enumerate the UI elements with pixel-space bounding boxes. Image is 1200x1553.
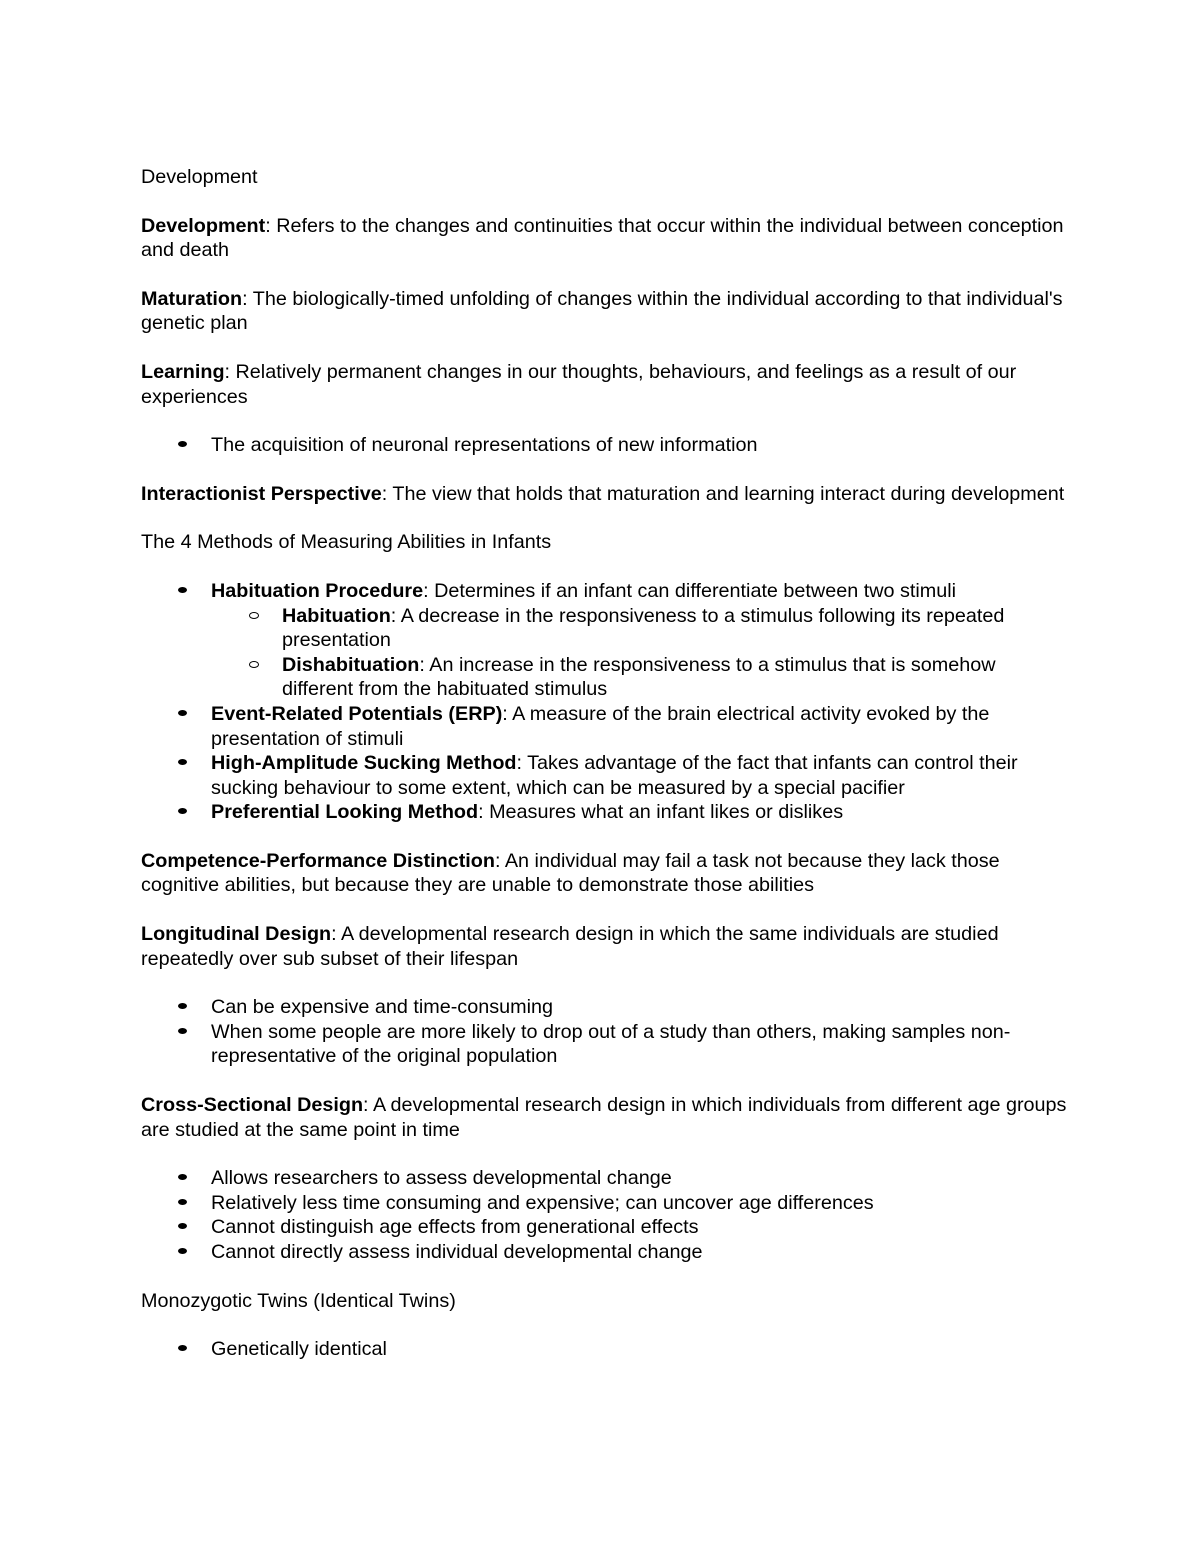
definition-maturation bbox=[141, 287, 1071, 336]
list-item: Cannot distinguish age effects from generational effects bbox=[141, 1215, 1071, 1240]
bullet-icon bbox=[178, 759, 187, 765]
list-item: Can be expensive and time-consuming bbox=[141, 995, 1071, 1020]
definition-interactionist bbox=[141, 482, 1071, 507]
document-title: Development bbox=[141, 166, 258, 188]
document-page bbox=[141, 165, 1071, 1362]
twins-bullet-list bbox=[141, 1337, 1071, 1362]
bullet-icon bbox=[178, 1223, 187, 1229]
list-item: Event-Related Potentials (ERP): A measure of the brain electrical activity evoked by the presentation of stimuli bbox=[141, 702, 1071, 751]
list-item: Cannot directly assess individual developmental change bbox=[141, 1240, 1071, 1265]
circle-bullet-icon bbox=[249, 612, 259, 619]
list-item: Genetically identical bbox=[141, 1337, 1071, 1362]
methods-list bbox=[141, 579, 1071, 825]
bullet-icon bbox=[178, 1345, 187, 1351]
circle-bullet-icon bbox=[249, 661, 259, 668]
definition-cross-sectional bbox=[141, 1093, 1071, 1142]
term: Habituation Procedure bbox=[211, 579, 424, 602]
twins-heading: Monozygotic Twins (Identical Twins) bbox=[141, 1289, 456, 1312]
longitudinal-bullet-list bbox=[141, 995, 1071, 1069]
list-item: Preferential Looking Method: Measures what an infant likes or dislikes bbox=[141, 800, 1071, 825]
term: Development bbox=[141, 214, 266, 237]
methods-heading: The 4 Methods of Measuring Abilities in Infants bbox=[141, 531, 552, 554]
bullet-icon bbox=[178, 1174, 187, 1180]
definition-text: : A developmental research design in which the same individuals are studied repeatedly over sub subset of their lifespan bbox=[141, 923, 999, 970]
list-item: Relatively less time consuming and expensive; can uncover age differences bbox=[141, 1191, 1071, 1216]
term: Cross-Sectional Design bbox=[141, 1094, 364, 1117]
term: Habituation bbox=[282, 604, 391, 627]
bullet-icon bbox=[178, 1248, 187, 1254]
cross-sectional-bullet-list bbox=[141, 1166, 1071, 1264]
term: Competence-Performance Distinction bbox=[141, 849, 495, 872]
list-item: When some people are more likely to drop out of a study than others, making samples non-representative of the original population bbox=[141, 1020, 1071, 1069]
sub-list-item: Dishabituation: An increase in the responsiveness to a stimulus that is somehow different from the habituated stimulus bbox=[141, 653, 1071, 702]
term: High-Amplitude Sucking Method bbox=[211, 752, 517, 775]
definition-longitudinal bbox=[141, 922, 1071, 971]
term: Maturation bbox=[141, 287, 243, 310]
bullet-icon bbox=[178, 1028, 187, 1034]
term: Dishabituation bbox=[282, 653, 420, 676]
bullet-icon bbox=[178, 808, 187, 814]
definition-text: : Refers to the changes and continuities that occur within the individual between conception and death bbox=[141, 214, 1064, 262]
definition-development bbox=[141, 214, 1071, 263]
definition-text: : Relatively permanent changes in our thoughts, behaviours, and feelings as a result of our experiences bbox=[141, 360, 1017, 408]
definition-text: : The view that holds that maturation and learning interact during development bbox=[381, 482, 1065, 505]
list-item: Habituation Procedure: Determines if an infant can differentiate between two stimuli bbox=[141, 579, 1071, 604]
definition-competence bbox=[141, 849, 1071, 898]
term: Event-Related Potentials (ERP) bbox=[211, 702, 503, 725]
sub-list-item: Habituation: A decrease in the responsiveness to a stimulus following its repeated presentation bbox=[141, 604, 1071, 653]
term: Preferential Looking Method bbox=[211, 801, 479, 824]
term: Longitudinal Design bbox=[141, 923, 332, 946]
definition-text: : An individual may fail a task not because they lack those cognitive abilities, but because they are unable to demonstrate those abilities bbox=[141, 849, 1000, 897]
definition-learning bbox=[141, 360, 1071, 409]
definition-text: : The biologically-timed unfolding of changes within the individual according to that individual's genetic plan bbox=[141, 287, 1063, 335]
bullet-icon bbox=[178, 710, 187, 716]
term: Learning bbox=[141, 360, 225, 383]
bullet-icon bbox=[178, 1003, 187, 1009]
list-item: The acquisition of neuronal representations of new information bbox=[141, 433, 1071, 458]
learning-bullet-list bbox=[141, 433, 1071, 458]
list-item: High-Amplitude Sucking Method: Takes advantage of the fact that infants can control their sucking behaviour to some extent, which can be measured by a special pacifier bbox=[141, 751, 1071, 800]
bullet-icon bbox=[178, 587, 187, 593]
bullet-icon bbox=[178, 441, 187, 447]
bullet-icon bbox=[178, 1199, 187, 1205]
definition-text: : A developmental research design in which individuals from different age groups are studied at the same point in time bbox=[141, 1094, 1067, 1141]
list-item: Allows researchers to assess developmental change bbox=[141, 1166, 1071, 1191]
term: Interactionist Perspective bbox=[141, 482, 382, 505]
